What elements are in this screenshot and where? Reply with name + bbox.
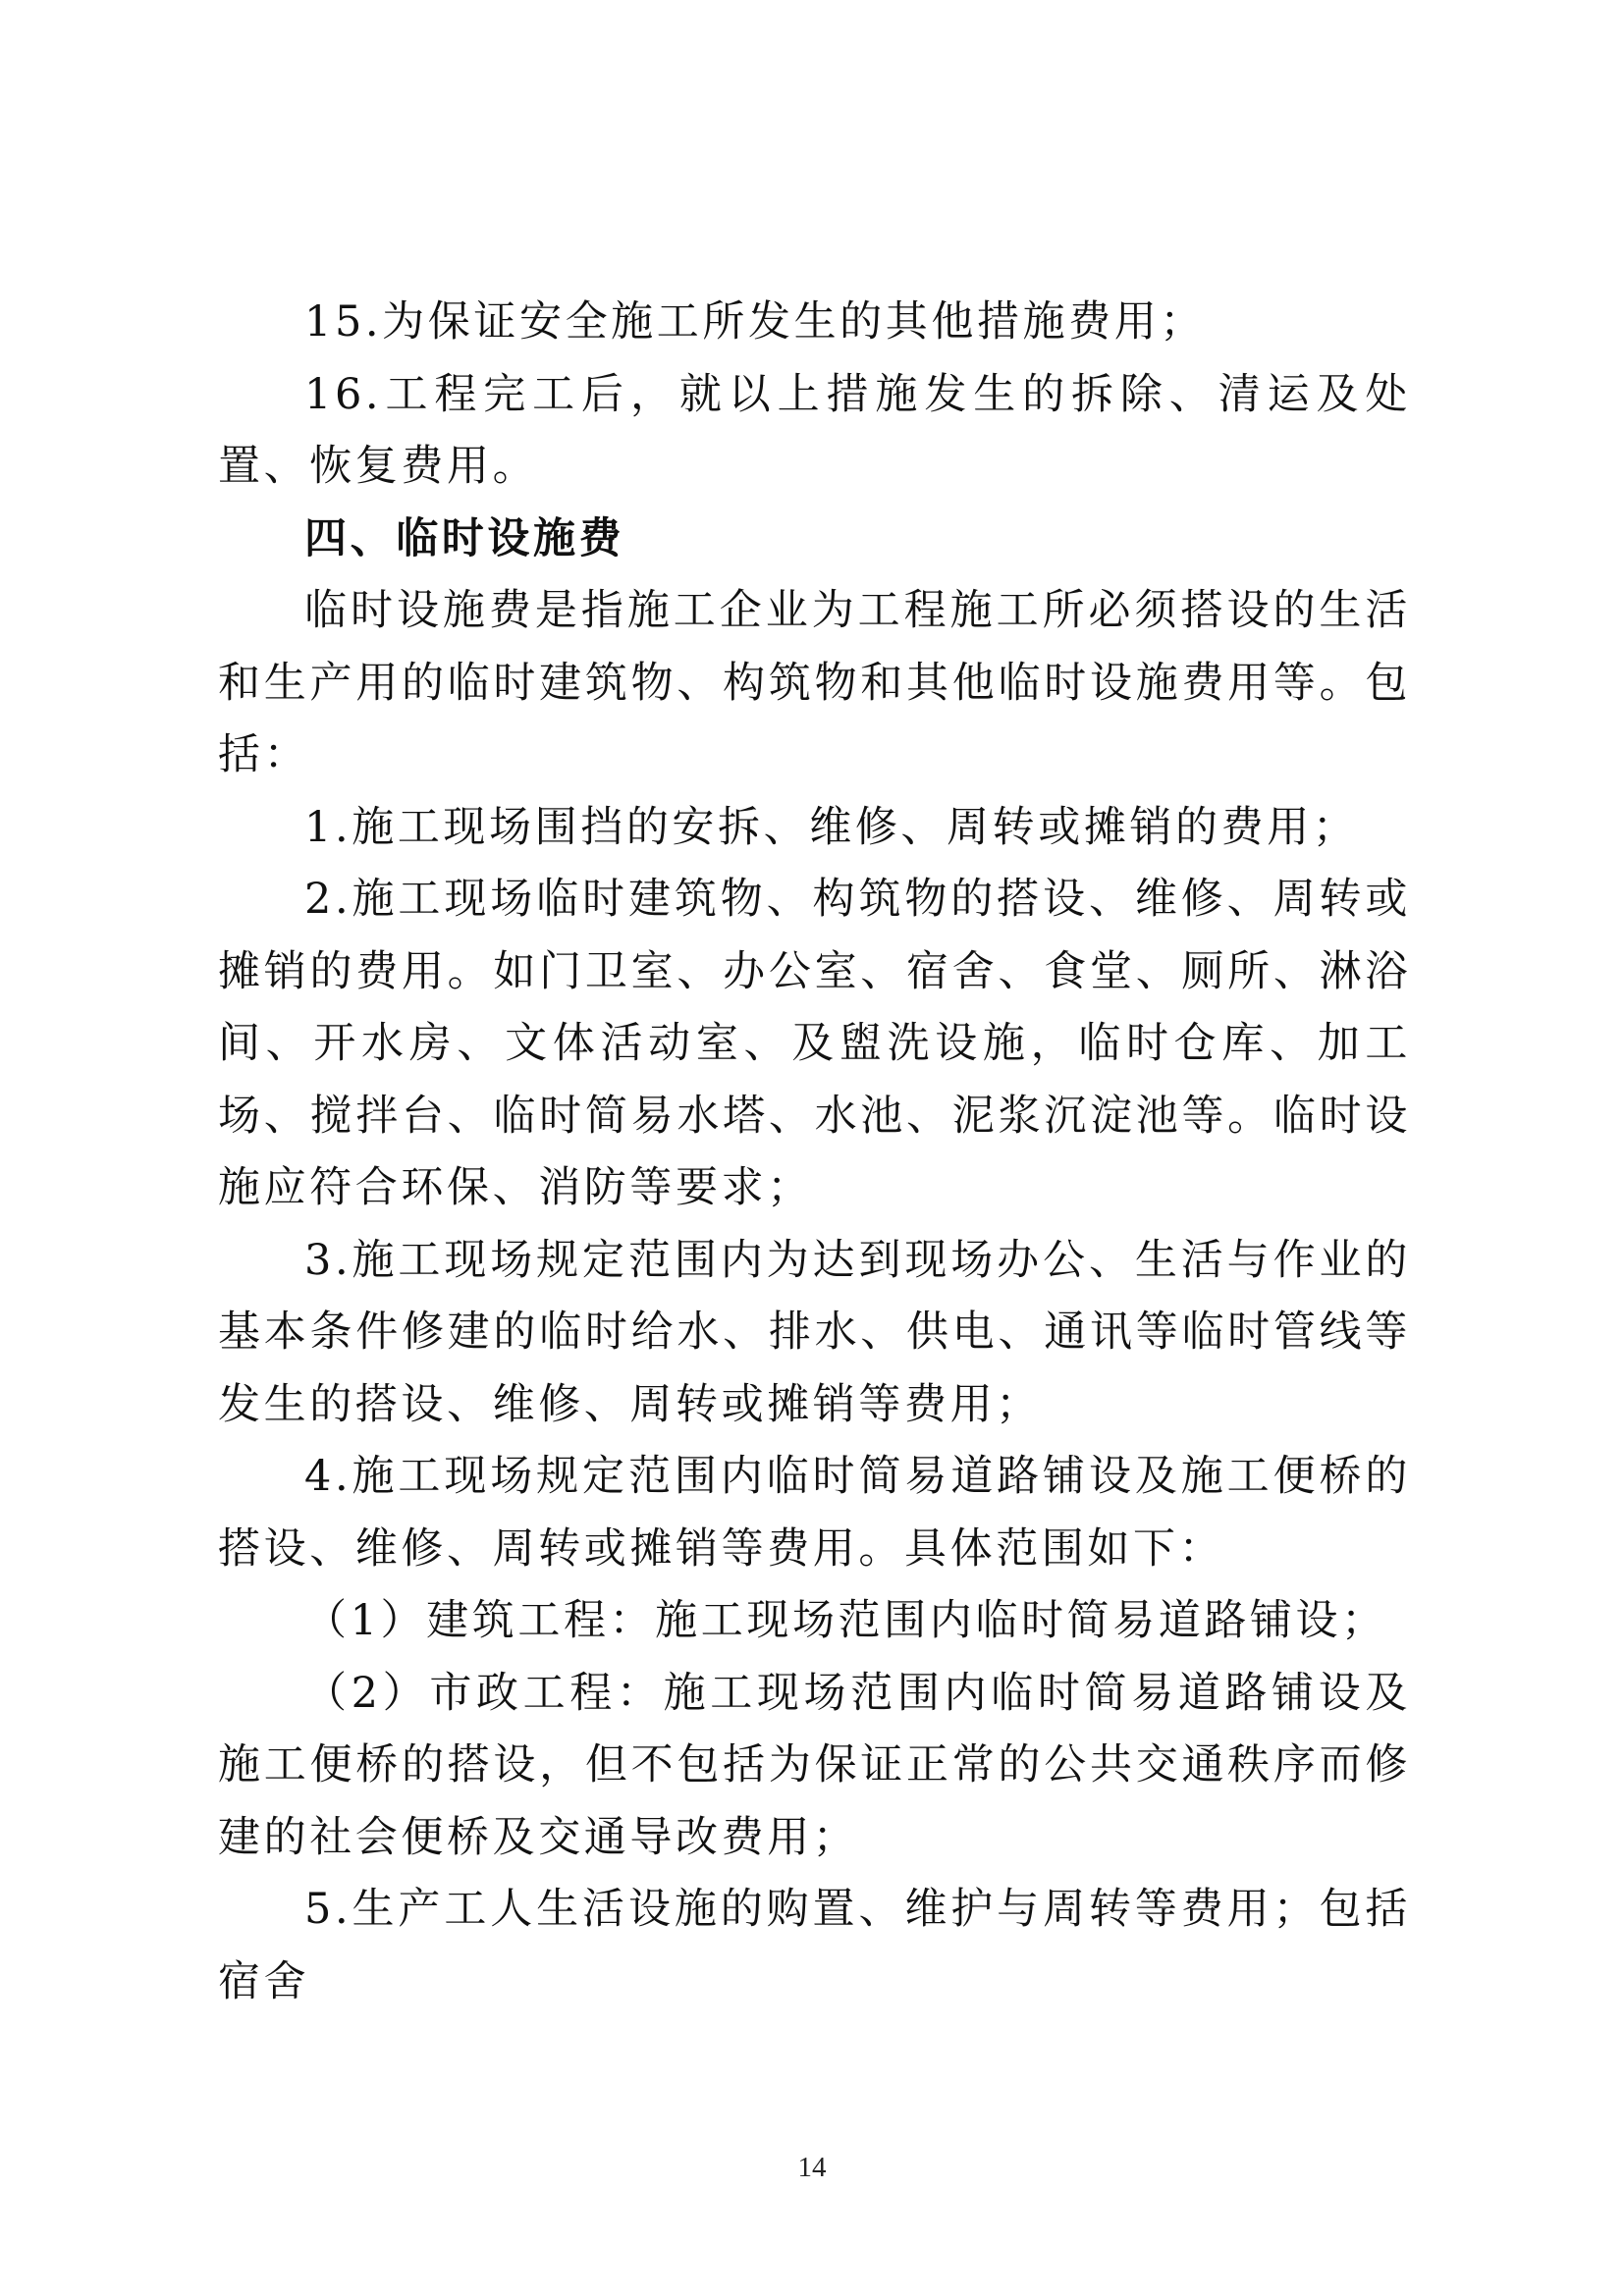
item-3-paragraph: 3.施工现场规定范围内为达到现场办公、生活与作业的基本条件修建的临时给水、排水、供电、通讯等临时管线等发生的搭设、维修、周转或摊销等费用； bbox=[218, 1235, 1411, 1429]
sub-item-2-paragraph: （2）市政工程：施工现场范围内临时简易道路铺设及施工便桥的搭设，但不包括为保证正常的公共交通秩序而修建的社会便桥及交通导改费用； bbox=[218, 1668, 1411, 1862]
sub-item-1-paragraph: （1）建筑工程：施工现场范围内临时简易道路铺设； bbox=[304, 1596, 1387, 1645]
item-4-paragraph: 4.施工现场规定范围内临时简易道路铺设及施工便桥的搭设、维修、周转或摊销等费用。具体范围如下： bbox=[218, 1452, 1411, 1574]
item-1-paragraph: 1.施工现场围挡的安拆、维修、周转或摊销的费用； bbox=[304, 802, 1359, 852]
item-2-paragraph: 2.施工现场临时建筑物、构筑物的搭设、维修、周转或摊销的费用。如门卫室、办公室、宿舍、食堂、厕所、淋浴间、开水房、文体活动室、及盥洗设施，临时仓库、加工场、搅拌台、临时简易水塔、水池、泥浆沉淀池等。临时设施应符合环保、消防等要求； bbox=[218, 875, 1411, 1212]
body-text bbox=[218, 287, 1411, 2018]
definition-paragraph: 临时设施费是指施工企业为工程施工所必须搭设的生活和生产用的临时建筑物、构筑物和其他临时设施费用等。包括： bbox=[218, 586, 1411, 779]
section-heading-temporary-facilities: 四、临时设施费 bbox=[304, 513, 625, 563]
page-number: 14 bbox=[797, 2152, 827, 2183]
item-5-paragraph: 5.生产工人生活设施的购置、维护与周转等费用；包括宿舍 bbox=[218, 1885, 1411, 2006]
item-16-paragraph: 16.工程完工后，就以上措施发生的拆除、清运及处置、恢复费用。 bbox=[218, 369, 1411, 491]
item-15-paragraph: 15.为保证安全施工所发生的其他措施费用； bbox=[304, 297, 1206, 347]
